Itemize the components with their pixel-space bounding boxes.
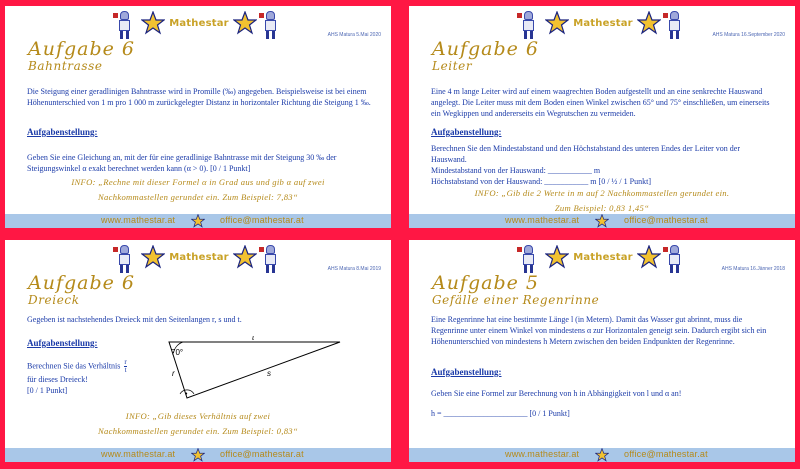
star-icon [141,11,165,35]
info-hint [419,186,785,216]
right-angle-mark: • [185,391,188,398]
footer-bar [409,214,795,228]
answer-line: h = _____________________ [0 / 1 Punkt] [431,409,570,418]
info-line: INFO: „Gib dieses Verhältnis auf zwei [125,411,271,421]
star-icon [191,214,205,228]
info-line: INFO: „Rechne mit dieser Formel α in Grad aus und gib α auf zwei [71,177,325,187]
task-line: [0 / 1 Punkt] [27,386,68,395]
task-card-bahntrasse [5,6,391,228]
fraction-denominator: t [124,366,127,374]
task-intro: Eine Regenrinne hat eine bestimmte Länge l (in Metern). Damit das Wasser gut abrinnt, muss die Regenrinne unter einem Winkel von mindestens α zur Horizontalen geneigt sein. Dadurch ergibt sich ein Höhenunterschied von mindestens h Metern zwischen den beiden Endpunkten der Regenrinne. [431,315,767,346]
min-distance-line: Mindestabstand von der Hauswand: ___________ m [431,166,601,175]
footer-bar [409,448,795,462]
star-icon [545,245,569,269]
info-hint [15,409,381,439]
knight-icon [521,245,536,273]
star-icon [637,11,661,35]
knight-icon [667,245,682,273]
knight-icon [521,11,536,39]
task-intro: Die Steigung einer geradlinigen Bahntrasse wird in Promille (‰) angegeben. Beispielsweise ist bei einem Höhenunterschied von 1 m pro 1 000 m zurückgelegter Distanz in horizontaler Richtung die Steigung 1 ‰. [27,87,371,107]
task-heading: Aufgabenstellung: [27,127,98,137]
side-r-label: r [172,369,175,378]
task-heading: Aufgabenstellung: [431,367,502,377]
knight-icon [667,11,682,39]
mathestar-logo [517,8,687,42]
task-intro: Gegeben ist nachstehendes Dreieck mit den Seitenlangen r, s und t. [27,315,242,324]
info-line: Nachkommastellen gerundet ein. Zum Beispiel: 7,83“ [98,192,298,202]
task-title: Aufgabe 6 [28,272,136,294]
ratio-fraction [124,359,126,374]
star-icon [191,448,205,462]
mathestar-logo [113,242,283,276]
task-line: Berechnen Sie das Verhältnis [27,361,121,371]
info-line: Zum Beispiel: 0,83 1,45“ [554,203,650,213]
website-link[interactable]: www.mathestar.at [505,449,580,459]
task-heading: Aufgabenstellung: [431,127,502,137]
task-heading: Aufgabenstellung: [27,338,98,348]
info-hint [15,175,381,205]
task-title: Aufgabe 5 [432,272,540,294]
fraction-numerator: r [124,358,127,366]
task-title: Aufgabe 6 [432,38,540,60]
task-subtitle: Gefälle einer Regenrinne [432,293,600,307]
email-link[interactable]: office@mathestar.at [624,449,708,459]
task-subtitle: Leiter [432,59,473,73]
email-link[interactable]: office@mathestar.at [220,449,304,459]
task-instruction: Geben Sie eine Formel zur Berechnung von h in Abhängigkeit von l und α an! [431,389,682,398]
knight-icon [263,11,278,39]
knight-icon [117,245,132,273]
task-subtitle: Dreieck [28,293,80,307]
brand-name: Mathestar [169,18,229,29]
side-s-label: s [267,369,271,378]
task-title: Aufgabe 6 [28,38,136,60]
brand-name: Mathestar [573,252,633,263]
brand-name: Mathestar [169,252,229,263]
task-card-regenrinne [409,240,795,462]
website-link[interactable]: www.mathestar.at [505,215,580,225]
star-icon [545,11,569,35]
website-link[interactable]: www.mathestar.at [101,215,176,225]
website-link[interactable]: www.mathestar.at [101,449,176,459]
mathestar-logo [113,8,283,42]
task-card-dreieck [5,240,391,462]
brand-name: Mathestar [573,18,633,29]
max-distance-line: Höchstabstand von der Hauswand: ___________ m [0 / ½ / 1 Punkt] [431,177,651,186]
star-icon [595,214,609,228]
star-icon [233,11,257,35]
knight-icon [117,11,132,39]
exam-date: AHS Matura 5.Mai 2020 [327,32,381,38]
knight-icon [263,245,278,273]
task-line: für dieses Dreieck! [27,375,88,384]
exam-date: AHS Matura 16.Jänner 2018 [721,266,785,272]
footer-bar [5,214,391,228]
star-icon [233,245,257,269]
task-card-leiter [409,6,795,228]
star-icon [141,245,165,269]
email-link[interactable]: office@mathestar.at [220,215,304,225]
side-t-label: t [252,336,255,342]
star-icon [595,448,609,462]
info-line: Nachkommastellen gerundet ein. Zum Beispiel: 0,83“ [98,426,298,436]
email-link[interactable]: office@mathestar.at [624,215,708,225]
exam-date: AHS Matura 8.Mai 2019 [327,266,381,272]
task-intro: Eine 4 m lange Leiter wird auf einem waagrechten Boden aufgestellt und an eine senkrechte Hauswand angelegt. Die Leiter muss mit dem Boden einen Winkel zwischen 65° und 75° einschließen, um einerseits ein Wegkippen und andererseits ein Wegrutschen zu vermeiden. [431,87,770,118]
task-instruction: Geben Sie eine Gleichung an, mit der für eine geradlinige Bahntrasse mit der Steigung 30 ‰ der Steigungswinkel α exakt berechnet werden kann (α > 0). [0 / 1 Punkt] [27,153,337,173]
angle-label: 70° [171,348,184,357]
triangle-diagram [167,336,342,406]
task-instruction: Berechnen Sie den Mindestabstand und den Höchstabstand des unteren Endes der Leiter von der Hauswand. [431,144,741,164]
mathestar-logo [517,242,687,276]
info-line: INFO: „Gib die 2 Werte in m auf 2 Nachkommastellen gerundet ein. [474,188,730,198]
task-instruction [27,359,167,396]
footer-bar [5,448,391,462]
exam-date: AHS Matura 16.September 2020 [712,32,785,38]
task-subtitle: Bahntrasse [28,59,103,73]
star-icon [637,245,661,269]
